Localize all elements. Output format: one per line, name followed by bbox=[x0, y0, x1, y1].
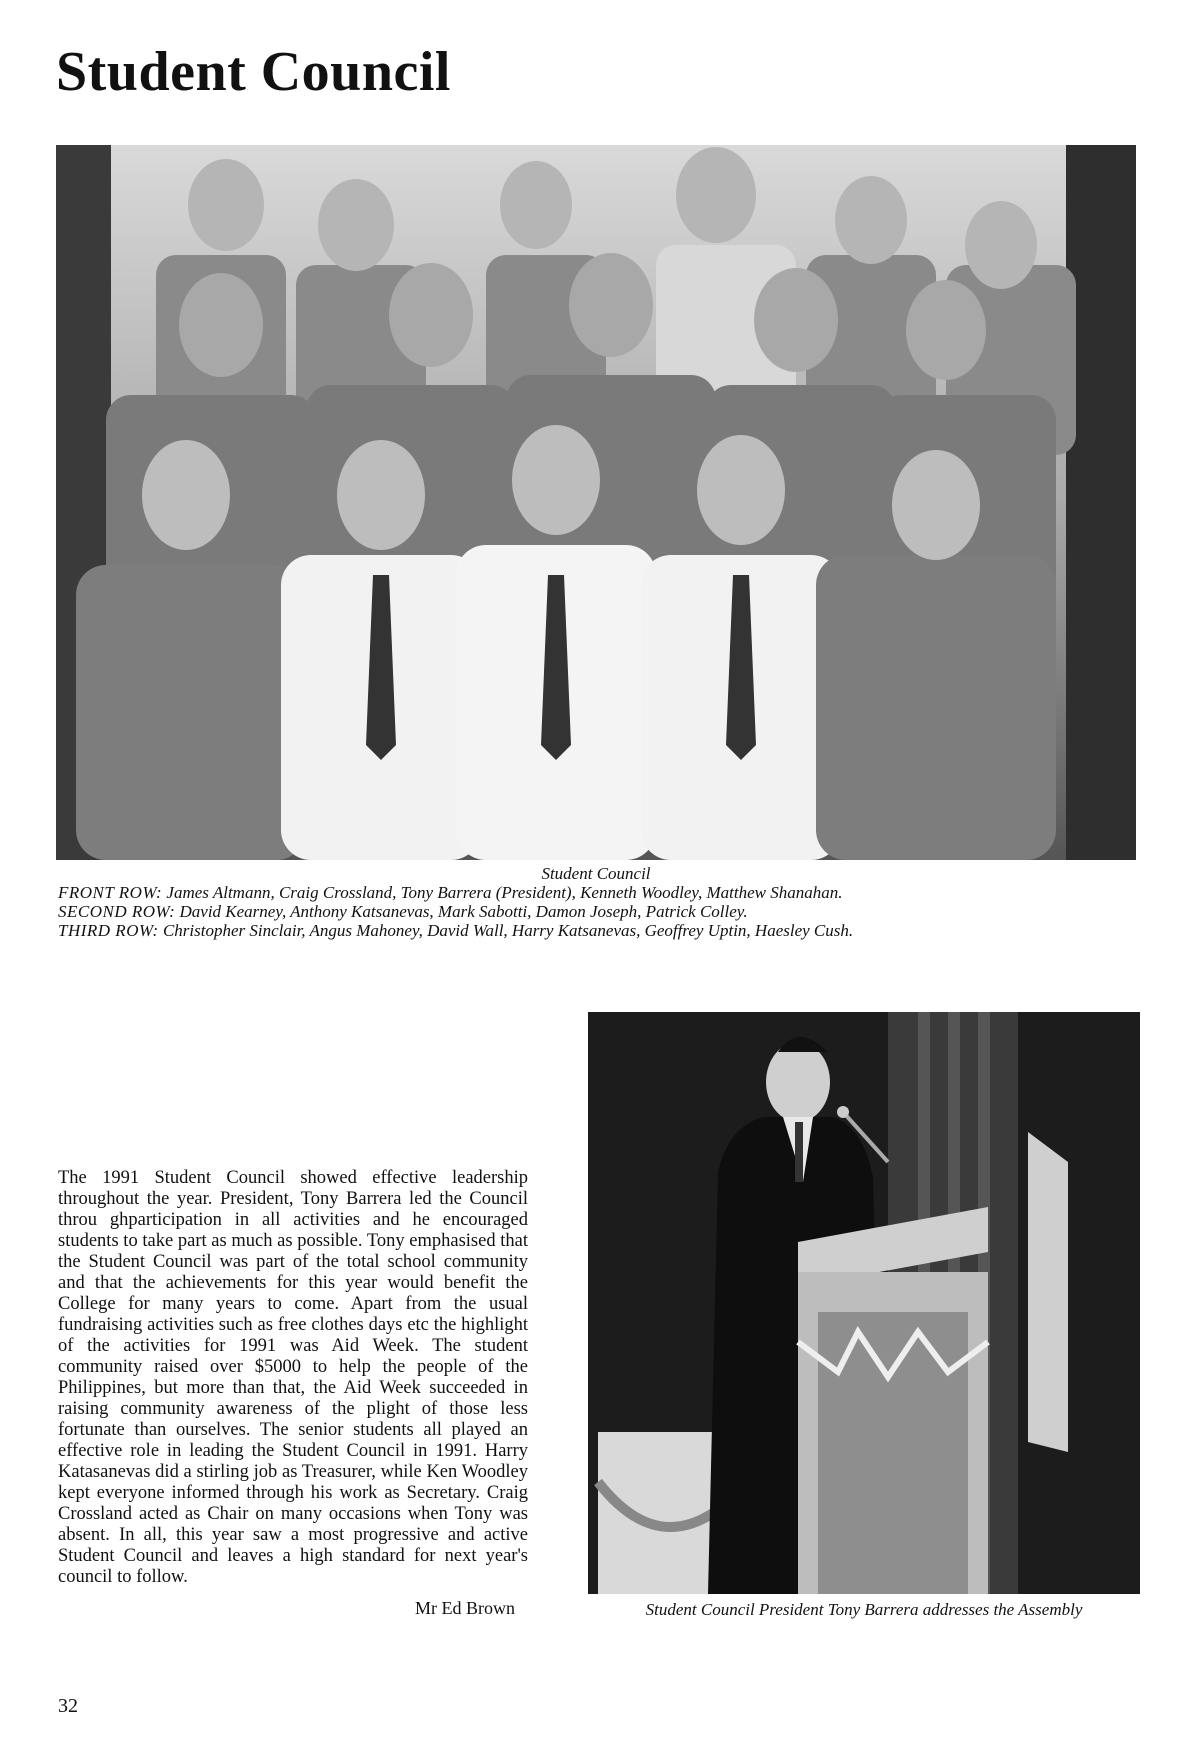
caption-front-row bbox=[58, 883, 842, 902]
page-number: 32 bbox=[58, 1695, 78, 1717]
caption-row-label: FRONT ROW: bbox=[58, 883, 163, 902]
group-photo-caption-title: Student Council bbox=[541, 864, 651, 883]
caption-row-label: SECOND ROW: bbox=[58, 902, 176, 921]
article-body-wrapper bbox=[58, 1168, 528, 1588]
caption-row-names: David Kearney, Anthony Katsanevas, Mark Sabotti, Damon Joseph, Patrick Colley. bbox=[179, 902, 748, 921]
caption-third-row bbox=[58, 921, 853, 940]
caption-row-label: THIRD ROW: bbox=[58, 921, 159, 940]
speaker-photo-illustration bbox=[588, 1012, 1140, 1594]
group-photo-illustration bbox=[56, 145, 1136, 860]
page-title: Student Council bbox=[56, 41, 451, 103]
caption-second-row bbox=[58, 902, 748, 921]
caption-row-names: James Altmann, Craig Crossland, Tony Barrera (President), Kenneth Woodley, Matthew Shanahan. bbox=[166, 883, 843, 902]
article-body: The 1991 Student Council showed effective leadership throughout the year. President, Tony Barrera led the Council throu ghparticipation in all activities and he encouraged students to take part as much as possible. Tony emphasised that the Student Council was part of the total school community and that the achievements for this year would benefit the College for many years to come. Apart from the usual fundraising activities such as free clothes days etc the highlight of the activities for 1991 was Aid Week. The student community raised over $5000 to help the people of the Philippines, but more than that, the Aid Week succeeded in raising community awareness of the plight of those less fortunate than ourselves. The senior students all played an effective role in leading the Student Council in 1991. Harry Katasanevas did a stirling job as Treasurer, while Ken Woodley kept everyone informed through his work as Secretary. Craig Crossland acted as Chair on many occasions when Tony was absent. In all, this year saw a most progressive and active Student Council and leaves a high standard for next year's council to follow. bbox=[58, 1168, 528, 1587]
article-author: Mr Ed Brown bbox=[415, 1598, 515, 1618]
speaker-photo bbox=[588, 1012, 1140, 1594]
group-photo bbox=[56, 145, 1136, 860]
caption-row-names: Christopher Sinclair, Angus Mahoney, David Wall, Harry Katsanevas, Geoffrey Uptin, Haesley Cush. bbox=[162, 921, 854, 940]
speaker-photo-caption: Student Council President Tony Barrera addresses the Assembly bbox=[645, 1600, 1083, 1619]
